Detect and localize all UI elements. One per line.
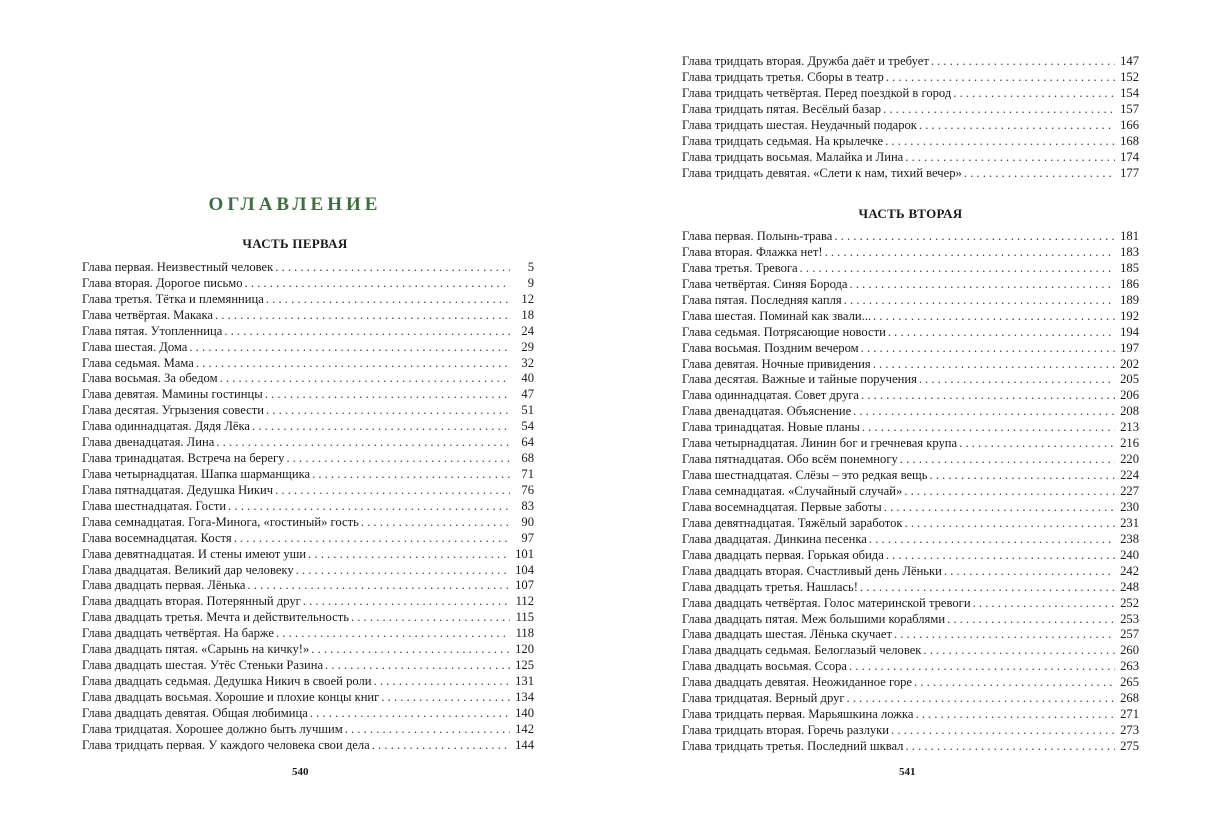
- chapter-title: Глава восьмая. За обедом: [82, 371, 218, 386]
- chapter-title: Глава тридцать третья. Сборы в театр: [682, 69, 884, 84]
- toc-entry: [82, 515, 534, 531]
- chapter-title: Глава девятая. Мамины гостинцы: [82, 387, 263, 402]
- page-ref: 142: [515, 721, 534, 736]
- page-ref: 125: [515, 658, 534, 673]
- chapter-title: Глава одиннадцатая. Совет друга: [682, 388, 860, 403]
- page-ref: 134: [515, 689, 534, 704]
- toc-entry: [682, 627, 1139, 643]
- chapter-title: Глава одиннадцатая. Дядя Лёка: [82, 419, 251, 434]
- dot-leader: [345, 722, 510, 738]
- toc-entry: [682, 484, 1139, 500]
- dot-leader: [800, 261, 1115, 277]
- toc-entry: [682, 277, 1139, 293]
- toc-entry: [682, 516, 1139, 532]
- dot-leader: [919, 372, 1115, 388]
- dot-leader: [900, 452, 1115, 468]
- dot-leader: [286, 451, 510, 467]
- chapter-title: Глава тридцать первая. Марьяшкина ложка: [682, 707, 914, 722]
- page-ref: 40: [521, 371, 534, 386]
- toc-entry: [682, 659, 1139, 675]
- dot-leader: [888, 325, 1115, 341]
- chapter-title: Глава шестнадцатая. Слёзы – это редкая вещь: [682, 468, 928, 483]
- chapter-title: Глава четырнадцатая. Шапка шарманщика: [82, 466, 311, 481]
- page-ref: 83: [521, 498, 534, 513]
- toc-entry: [682, 548, 1139, 564]
- page-ref: 238: [1120, 531, 1139, 546]
- page-number-left: 540: [292, 766, 309, 778]
- chapter-title: Глава девятнадцатая. И стены имеют уши: [82, 546, 307, 561]
- toc-entry: [682, 723, 1139, 739]
- contents-title: ОГЛАВЛЕНИЕ: [208, 194, 382, 215]
- dot-leader: [381, 690, 510, 706]
- page-ref: 208: [1120, 404, 1139, 419]
- dot-leader: [929, 468, 1115, 484]
- toc-entry: [682, 150, 1139, 166]
- toc-entry: [682, 436, 1139, 452]
- dot-leader: [894, 627, 1115, 643]
- chapter-title: Глава тридцать пятая. Весёлый базар: [682, 101, 882, 116]
- page-ref: 118: [515, 626, 534, 641]
- dot-leader: [361, 515, 510, 531]
- dot-leader: [311, 642, 510, 658]
- dot-leader: [234, 531, 510, 547]
- chapter-title: Глава тринадцатая. Встреча на берегу: [82, 451, 285, 466]
- part-one-title: ЧАСТЬ ПЕРВАЯ: [242, 236, 348, 251]
- dot-leader: [275, 483, 510, 499]
- toc-entry: [682, 468, 1139, 484]
- dot-leader: [266, 292, 510, 308]
- toc-entry: [82, 706, 534, 722]
- page-ref: 186: [1120, 276, 1139, 291]
- chapter-title: Глава двадцать вторая. Потерянный друг: [82, 594, 301, 609]
- page-ref: 189: [1120, 292, 1139, 307]
- page-ref: 174: [1120, 149, 1139, 164]
- chapter-title: Глава двадцать восьмая. Хорошие и плохие концы книг: [82, 689, 380, 704]
- chapter-title: Глава восемнадцатая. Первые заботы: [682, 499, 882, 514]
- page-ref: 144: [515, 737, 534, 752]
- page-ref: 181: [1120, 229, 1139, 243]
- page-ref: 248: [1120, 579, 1139, 594]
- page-ref: 29: [521, 339, 534, 354]
- page-ref: 5: [527, 260, 534, 274]
- page-ref: 220: [1120, 452, 1139, 467]
- page-ref: 194: [1120, 324, 1139, 339]
- dot-leader: [884, 500, 1115, 516]
- page-ref: 260: [1120, 643, 1139, 658]
- chapter-title: Глава двадцать девятая. Общая любимица: [82, 705, 308, 720]
- dot-leader: [266, 403, 510, 419]
- page-ref: 104: [515, 562, 534, 577]
- dot-leader: [834, 229, 1115, 245]
- dot-leader: [312, 467, 510, 483]
- dot-leader: [886, 548, 1115, 564]
- toc-entry: [82, 403, 534, 419]
- page-ref: 154: [1120, 85, 1139, 100]
- dot-leader: [374, 674, 510, 690]
- toc-entry: [682, 532, 1139, 548]
- toc-entry: [682, 675, 1139, 691]
- dot-leader: [310, 706, 510, 722]
- chapter-title: Глава шестая. Поминай как звали...: [682, 308, 872, 323]
- page-ref: 192: [1120, 308, 1139, 323]
- dot-leader: [905, 516, 1115, 532]
- toc-entry: [82, 483, 534, 499]
- toc-entry: [82, 260, 534, 276]
- dot-leader: [919, 118, 1115, 134]
- page-ref: 152: [1120, 69, 1139, 84]
- page-ref: 216: [1120, 436, 1139, 451]
- chapter-title: Глава двадцать седьмая. Белоглазый человек: [682, 643, 922, 658]
- chapter-title: Глава двадцать первая. Лёнька: [82, 578, 246, 593]
- toc-entry: [82, 435, 534, 451]
- dot-leader: [964, 166, 1115, 182]
- chapter-title: Глава третья. Тётка и племянница: [82, 291, 264, 306]
- dot-leader: [953, 86, 1115, 102]
- chapter-title: Глава десятая. Важные и тайные поручения: [682, 372, 917, 387]
- page-ref: 64: [521, 435, 534, 450]
- dot-leader: [973, 596, 1115, 612]
- dot-leader: [189, 340, 510, 356]
- page-ref: 97: [521, 530, 534, 545]
- chapter-title: Глава пятнадцатая. Дедушка Никич: [82, 482, 274, 497]
- dot-leader: [224, 324, 510, 340]
- page-ref: 18: [521, 307, 534, 322]
- toc-entry: [682, 166, 1139, 182]
- page-ref: 253: [1120, 611, 1139, 626]
- chapter-title: Глава двадцать третья. Нашлась!: [682, 579, 858, 594]
- dot-leader: [883, 102, 1115, 118]
- chapter-title: Глава восьмая. Поздним вечером: [682, 340, 859, 355]
- toc-list-part-one: [82, 260, 534, 754]
- dot-leader: [891, 723, 1115, 739]
- page-ref: 268: [1120, 691, 1139, 706]
- toc-entry: [682, 612, 1139, 628]
- dot-leader: [873, 357, 1115, 373]
- chapter-title: Глава вторая. Дорогое письмо: [82, 275, 243, 290]
- dot-leader: [265, 387, 510, 403]
- page-ref: 112: [515, 594, 534, 609]
- chapter-title: Глава двадцать шестая. Лёнька скучает: [682, 627, 892, 642]
- right-page: [607, 0, 1214, 822]
- chapter-title: Глава шестнадцатая. Гости: [82, 498, 227, 513]
- toc-entry: [682, 500, 1139, 516]
- dot-leader: [861, 341, 1115, 357]
- toc-entry: [82, 563, 534, 579]
- toc-list-part-two: [682, 229, 1139, 755]
- toc-entry: [82, 292, 534, 308]
- toc-entry: [682, 357, 1139, 373]
- chapter-title: Глава двадцать первая. Горькая обида: [682, 547, 884, 562]
- dot-leader: [873, 309, 1115, 325]
- dot-leader: [220, 371, 510, 387]
- toc-entry: [682, 404, 1139, 420]
- toc-entry: [82, 308, 534, 324]
- page-ref: 9: [527, 275, 534, 290]
- page-ref: 206: [1120, 388, 1139, 403]
- chapter-title: Глава четырнадцатая. Линин бог и гречневая крупа: [682, 436, 958, 451]
- page-ref: 273: [1120, 723, 1139, 738]
- page-ref: 47: [521, 387, 534, 402]
- toc-entry: [682, 564, 1139, 580]
- page-ref: 197: [1120, 340, 1139, 355]
- chapter-title: Глава седьмая. Мама: [82, 355, 194, 370]
- toc-entry: [82, 690, 534, 706]
- chapter-title: Глава первая. Неизвестный человек: [82, 260, 274, 274]
- dot-leader: [847, 691, 1115, 707]
- chapter-title: Глава пятнадцатая. Обо всём понемногу: [682, 452, 898, 467]
- toc-entry: [82, 276, 534, 292]
- dot-leader: [869, 532, 1115, 548]
- toc-entry: [682, 707, 1139, 723]
- chapter-title: Глава десятая. Угрызения совести: [82, 403, 264, 418]
- dot-leader: [275, 260, 510, 276]
- page-ref: 263: [1120, 659, 1139, 674]
- dot-leader: [308, 547, 510, 563]
- toc-entry: [682, 261, 1139, 277]
- page-ref: 76: [521, 482, 534, 497]
- page-number-right: 541: [899, 766, 916, 778]
- chapter-title: Глава двадцать седьмая. Дедушка Никич в своей роли: [82, 673, 372, 688]
- page-ref: 224: [1120, 468, 1139, 483]
- dot-leader: [905, 150, 1115, 166]
- toc-entry: [82, 594, 534, 610]
- chapter-title: Глава двадцать третья. Мечта и действительность: [82, 610, 349, 625]
- chapter-title: Глава пятая. Последняя капля: [682, 292, 842, 307]
- page-ref: 32: [521, 355, 534, 370]
- dot-leader: [861, 388, 1115, 404]
- chapter-title: Глава тридцать вторая. Дружба даёт и требует: [682, 54, 929, 68]
- chapter-title: Глава тридцатая. Хорошее должно быть лучшим: [82, 721, 343, 736]
- chapter-title: Глава тридцать вторая. Горечь разлуки: [682, 723, 890, 738]
- chapter-title: Глава тридцать седьмая. На крылечке: [682, 133, 884, 148]
- toc-entry: [82, 419, 534, 435]
- chapter-title: Глава четвёртая. Синяя Борода: [682, 276, 848, 291]
- chapter-title: Глава двадцать пятая. «Сарынь на кичку!»: [82, 642, 310, 657]
- toc-list-part-one-continued: [682, 54, 1139, 182]
- chapter-title: Глава тридцать третья. Последний шквал: [682, 739, 904, 753]
- toc-entry: [82, 547, 534, 563]
- toc-entry: [682, 452, 1139, 468]
- toc-entry: [682, 341, 1139, 357]
- dot-leader: [825, 245, 1115, 261]
- toc-entry: [82, 642, 534, 658]
- toc-entry: [682, 325, 1139, 341]
- page-ref: 147: [1120, 54, 1139, 68]
- chapter-title: Глава девятая. Ночные привидения: [682, 356, 871, 371]
- dot-leader: [886, 70, 1115, 86]
- page-ref: 166: [1120, 117, 1139, 132]
- chapter-title: Глава восемнадцатая. Костя: [82, 530, 232, 545]
- toc-entry: [682, 596, 1139, 612]
- page-ref: 227: [1120, 484, 1139, 498]
- toc-entry: [82, 467, 534, 483]
- chapter-title: Глава двадцать девятая. Неожиданное горе: [682, 675, 913, 690]
- chapter-title: Глава тридцать восьмая. Малайка и Лина: [682, 149, 904, 164]
- page-ref: 24: [521, 323, 534, 338]
- chapter-title: Глава двадцатая. Великий дар человеку: [82, 562, 294, 577]
- chapter-title: Глава двадцать пятая. Меж большими кораблями: [682, 611, 946, 626]
- chapter-title: Глава тридцатая. Верный друг: [682, 691, 845, 706]
- page-ref: 202: [1120, 356, 1139, 371]
- dot-leader: [296, 563, 510, 579]
- chapter-title: Глава двенадцатая. Лина: [82, 435, 215, 450]
- page-ref: 265: [1120, 675, 1139, 690]
- page-ref: 242: [1120, 563, 1139, 578]
- chapter-title: Глава двадцать четвёртая. На барже: [82, 626, 274, 641]
- dot-leader: [885, 134, 1115, 150]
- page-ref: 157: [1120, 101, 1139, 116]
- dot-leader: [862, 420, 1115, 436]
- page-ref: 185: [1120, 260, 1139, 275]
- dot-leader: [303, 594, 510, 610]
- dot-leader: [923, 643, 1115, 659]
- dot-leader: [853, 404, 1115, 420]
- chapter-title: Глава седьмая. Потрясающие новости: [682, 324, 886, 339]
- dot-leader: [372, 738, 510, 754]
- toc-entry: [682, 691, 1139, 707]
- chapter-title: Глава шестая. Дома: [82, 339, 188, 354]
- toc-entry: [82, 722, 534, 738]
- chapter-title: Глава двадцатая. Динкина песенка: [682, 531, 867, 546]
- dot-leader: [216, 435, 510, 451]
- dot-leader: [245, 276, 510, 292]
- page-ref: 240: [1120, 547, 1139, 562]
- page-ref: 271: [1120, 707, 1139, 722]
- toc-entry: [682, 388, 1139, 404]
- dot-leader: [325, 658, 510, 674]
- toc-entry: [82, 499, 534, 515]
- page-ref: 257: [1120, 627, 1139, 642]
- toc-entry: [82, 626, 534, 642]
- page-ref: 252: [1120, 595, 1139, 610]
- chapter-title: Глава семнадцатая. «Случайный случай»: [682, 484, 903, 498]
- toc-entry: [682, 70, 1139, 86]
- dot-leader: [931, 54, 1115, 70]
- chapter-title: Глава третья. Тревога: [682, 260, 798, 275]
- dot-leader: [850, 277, 1115, 293]
- page-ref: 71: [521, 466, 534, 481]
- toc-entry: [682, 102, 1139, 118]
- chapter-title: Глава двадцать четвёртая. Голос материнской тревоги: [682, 595, 971, 610]
- chapter-title: Глава девятнадцатая. Тяжёлый заработок: [682, 515, 903, 530]
- dot-leader: [215, 308, 510, 324]
- toc-entry: [682, 229, 1139, 245]
- chapter-title: Глава тринадцатая. Новые планы: [682, 420, 860, 435]
- page-ref: 205: [1120, 372, 1139, 387]
- dot-leader: [947, 612, 1115, 628]
- dot-leader: [248, 578, 510, 594]
- toc-entry: [682, 372, 1139, 388]
- dot-leader: [228, 499, 510, 515]
- dot-leader: [914, 675, 1115, 691]
- toc-entry: [682, 580, 1139, 596]
- toc-entry: [682, 739, 1139, 755]
- page-ref: 131: [515, 673, 534, 688]
- dot-leader: [196, 356, 510, 372]
- dot-leader: [959, 436, 1115, 452]
- chapter-title: Глава первая. Полынь-трава: [682, 229, 833, 243]
- dot-leader: [844, 293, 1115, 309]
- chapter-title: Глава тридцать четвёртая. Перед поездкой в город: [682, 85, 952, 100]
- dot-leader: [276, 626, 510, 642]
- toc-entry: [82, 387, 534, 403]
- page-ref: 177: [1120, 165, 1139, 180]
- dot-leader: [351, 610, 510, 626]
- toc-entry: [682, 293, 1139, 309]
- chapter-title: Глава тридцать шестая. Неудачный подарок: [682, 117, 917, 132]
- dot-leader: [849, 659, 1115, 675]
- page-ref: 51: [521, 403, 534, 418]
- chapter-title: Глава двадцать восьмая. Ссора: [682, 659, 848, 674]
- page-ref: 12: [521, 291, 534, 306]
- toc-entry: [682, 54, 1139, 70]
- chapter-title: Глава тридцать первая. У каждого человека свои дела: [82, 737, 370, 752]
- toc-entry: [82, 738, 534, 754]
- toc-entry: [682, 420, 1139, 436]
- chapter-title: Глава пятая. Утопленница: [82, 323, 223, 338]
- page-ref: 213: [1120, 420, 1139, 435]
- page-ref: 231: [1120, 515, 1139, 530]
- chapter-title: Глава четвёртая. Макака: [82, 307, 213, 322]
- toc-entry: [682, 309, 1139, 325]
- chapter-title: Глава вторая. Флажка нет!: [682, 244, 823, 259]
- page-ref: 90: [521, 514, 534, 529]
- toc-entry: [682, 245, 1139, 261]
- chapter-title: Глава тридцать девятая. «Слети к нам, тихий вечер»: [682, 165, 962, 180]
- page-ref: 54: [521, 419, 534, 434]
- part-two-title: ЧАСТЬ ВТОРАЯ: [858, 206, 963, 221]
- dot-leader: [860, 580, 1115, 596]
- chapter-title: Глава двенадцатая. Объяснение: [682, 404, 852, 419]
- page-ref: 115: [515, 610, 534, 625]
- toc-entry: [682, 643, 1139, 659]
- dot-leader: [904, 484, 1115, 500]
- toc-entry: [682, 134, 1139, 150]
- chapter-title: Глава двадцать вторая. Счастливый день Лёньки: [682, 563, 942, 578]
- toc-entry: [82, 674, 534, 690]
- dot-leader: [252, 419, 510, 435]
- page-ref: 230: [1120, 499, 1139, 514]
- chapter-title: Глава двадцать шестая. Утёс Стеньки Разина: [82, 658, 324, 673]
- dot-leader: [905, 739, 1115, 755]
- dot-leader: [915, 707, 1115, 723]
- toc-entry: [82, 610, 534, 626]
- toc-entry: [82, 371, 534, 387]
- toc-entry: [682, 86, 1139, 102]
- chapter-title: Глава семнадцатая. Гога-Минога, «гостиный» гость: [82, 514, 359, 529]
- toc-entry: [82, 578, 534, 594]
- page-ref: 140: [515, 705, 534, 720]
- dot-leader: [944, 564, 1115, 580]
- toc-entry: [82, 340, 534, 356]
- page-ref: 275: [1120, 739, 1139, 753]
- page-ref: 120: [515, 642, 534, 657]
- toc-entry: [82, 324, 534, 340]
- page-ref: 68: [521, 451, 534, 466]
- page-ref: 183: [1120, 244, 1139, 259]
- page-ref: 107: [515, 578, 534, 593]
- toc-entry: [82, 356, 534, 372]
- toc-entry: [682, 118, 1139, 134]
- page-ref: 101: [515, 546, 534, 561]
- toc-entry: [82, 658, 534, 674]
- toc-entry: [82, 451, 534, 467]
- toc-entry: [82, 531, 534, 547]
- page-ref: 168: [1120, 133, 1139, 148]
